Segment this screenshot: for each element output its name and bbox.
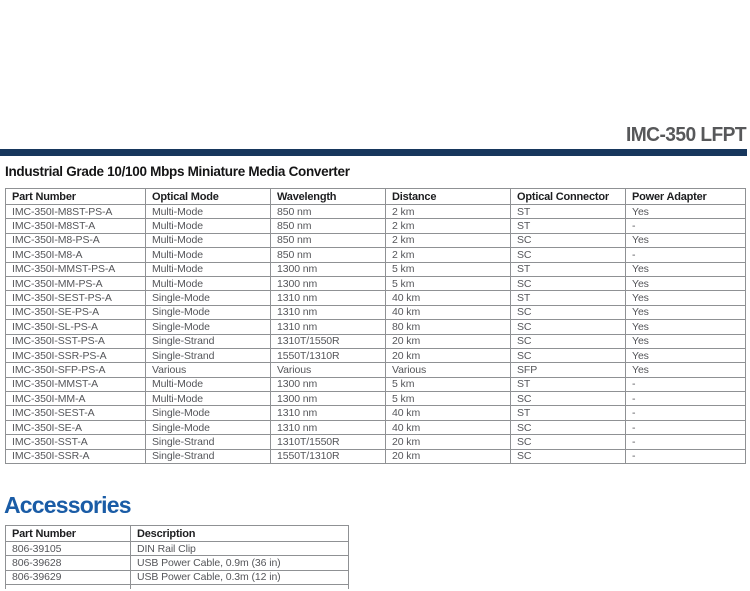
table-cell: 1300 nm xyxy=(271,276,386,290)
table-cell: IMC-350I-M8-A xyxy=(6,248,146,262)
table-cell: Yes xyxy=(626,262,746,276)
table-cell: Yes xyxy=(626,276,746,290)
table-row xyxy=(6,570,349,584)
table-cell: SC xyxy=(511,320,626,334)
table-cell: 5 km xyxy=(386,392,511,406)
table-cell: IMC-350I-SEST-A xyxy=(6,406,146,420)
table-cell: USB Power Cable, 0.3m (12 in) xyxy=(131,570,349,584)
table-cell: SC xyxy=(511,449,626,463)
table-cell: Multi-Mode xyxy=(146,377,271,391)
table-cell: Single-Mode xyxy=(146,320,271,334)
table-cell: 1550T/1310R xyxy=(271,348,386,362)
table-row xyxy=(6,276,746,290)
table-cell: SC xyxy=(511,248,626,262)
table-cell: 80 km xyxy=(386,320,511,334)
table-cell: SC xyxy=(511,420,626,434)
table-cell: Yes xyxy=(626,233,746,247)
table-cell: 1310T/1550R xyxy=(271,334,386,348)
table-cell: USB Power Cable, 0.9m (36 in) xyxy=(131,556,349,570)
column-header: Part Number xyxy=(6,189,146,205)
table-cell: Single-Strand xyxy=(146,348,271,362)
table-cell: Various xyxy=(386,363,511,377)
table-cell: DIN Rail Clip xyxy=(131,542,349,556)
table-cell: Multi-Mode xyxy=(146,262,271,276)
table-cell: Yes xyxy=(626,205,746,219)
table-cell: Yes xyxy=(626,320,746,334)
table-cell: IMC-350I-MMST-A xyxy=(6,377,146,391)
table-cell: IMC-350I-SE-PS-A xyxy=(6,305,146,319)
table-cell: 806-39105 xyxy=(6,542,131,556)
table-row xyxy=(6,233,746,247)
table-row xyxy=(6,435,746,449)
table-cell: - xyxy=(626,219,746,233)
table-cell: 20 km xyxy=(386,348,511,362)
table-cell: SC xyxy=(511,334,626,348)
table-cell: ST xyxy=(511,219,626,233)
table-cell: 1310 nm xyxy=(271,291,386,305)
table-cell: 1300 nm xyxy=(271,377,386,391)
table-cell: - xyxy=(626,449,746,463)
table-cell: ST xyxy=(511,291,626,305)
table-cell: - xyxy=(626,377,746,391)
table-row xyxy=(6,420,746,434)
table-cell: Multi-Mode xyxy=(146,276,271,290)
table-cell: - xyxy=(626,420,746,434)
table-cell: IMC-350I-SSR-PS-A xyxy=(6,348,146,362)
table-cell: 40 km xyxy=(386,305,511,319)
table-cell: IMC-350I-SST-PS-A xyxy=(6,334,146,348)
table-cell: SC xyxy=(511,348,626,362)
table-header-row xyxy=(6,189,746,205)
table-cell: Multi-Mode xyxy=(146,205,271,219)
table-cell: IMC-350I-SFP-PS-A xyxy=(6,363,146,377)
table-cell: 1310 nm xyxy=(271,406,386,420)
table-row xyxy=(6,542,349,556)
table-cell: 40 km xyxy=(386,420,511,434)
table-cell: Yes xyxy=(626,291,746,305)
column-header: Distance xyxy=(386,189,511,205)
table-cell: - xyxy=(626,248,746,262)
table-cell: Yes xyxy=(626,305,746,319)
table-cell: IMC-350I-M8-PS-A xyxy=(6,233,146,247)
table-cell: 40 km xyxy=(386,406,511,420)
table-row xyxy=(6,262,746,276)
table-cell: 1310T/1550R xyxy=(271,435,386,449)
table-cell: SC xyxy=(511,276,626,290)
accessories-heading: Accessories xyxy=(4,492,131,518)
table-cell: ST xyxy=(511,377,626,391)
table-cell: Single-Strand xyxy=(146,435,271,449)
table-cell: Single-Mode xyxy=(146,291,271,305)
table-cell: 2 km xyxy=(386,205,511,219)
table-row xyxy=(6,305,746,319)
table-row xyxy=(6,377,746,391)
products-table xyxy=(5,188,746,464)
table-cell: IMC-350I-SEST-PS-A xyxy=(6,291,146,305)
table-row xyxy=(6,248,746,262)
table-cell: IMC-350I-M8ST-A xyxy=(6,219,146,233)
table-cell: Single-Strand xyxy=(146,334,271,348)
brand-rule xyxy=(0,149,747,156)
table-cell: 5 km xyxy=(386,377,511,391)
column-header: Wavelength xyxy=(271,189,386,205)
table-cell: Yes xyxy=(626,363,746,377)
table-cell: SC xyxy=(511,233,626,247)
page-title: IMC-350 LFPT xyxy=(625,124,746,146)
table-row xyxy=(6,334,746,348)
table-cell: IMC-350I-MM-A xyxy=(6,392,146,406)
table-cell: Multi-Mode xyxy=(146,248,271,262)
table-header-row xyxy=(6,526,349,542)
table-cell: SC xyxy=(511,305,626,319)
table-cell: Single-Mode xyxy=(146,420,271,434)
table-cell: Single-Mode xyxy=(146,406,271,420)
table-cell: IMC-350I-SSR-A xyxy=(6,449,146,463)
table-row xyxy=(6,291,746,305)
table-row xyxy=(6,348,746,362)
table-row xyxy=(6,363,746,377)
table-cell: Multi-Mode xyxy=(146,392,271,406)
table-cell: - xyxy=(626,406,746,420)
table-cell: ST xyxy=(511,262,626,276)
column-header: Description xyxy=(131,526,349,542)
table-cell: 20 km xyxy=(386,449,511,463)
table-cell: 2 km xyxy=(386,248,511,262)
table-cell: Multi-Mode xyxy=(146,219,271,233)
table-row xyxy=(6,205,746,219)
table-row xyxy=(6,392,746,406)
table-cell: 850 nm xyxy=(271,233,386,247)
table-cell: - xyxy=(626,435,746,449)
table-cell: 5 km xyxy=(386,262,511,276)
table-cell: 2 km xyxy=(386,233,511,247)
clipped-next-row xyxy=(6,585,349,589)
table-cell: IMC-350I-MMST-PS-A xyxy=(6,262,146,276)
table-cell: 20 km xyxy=(386,435,511,449)
table-cell: - xyxy=(626,392,746,406)
table-row xyxy=(6,556,349,570)
table-cell: 1300 nm xyxy=(271,262,386,276)
table-cell: ST xyxy=(511,205,626,219)
table-cell: 20 km xyxy=(386,334,511,348)
table-row xyxy=(6,449,746,463)
table-cell: Various xyxy=(271,363,386,377)
column-header: Power Adapter xyxy=(626,189,746,205)
table-cell: 806-39628 xyxy=(6,556,131,570)
table-cell: SC xyxy=(511,435,626,449)
table-cell: SC xyxy=(511,392,626,406)
table-cell: 806-39629 xyxy=(6,570,131,584)
table-cell: ST xyxy=(511,406,626,420)
table-cell: 850 nm xyxy=(271,205,386,219)
table-cell: 850 nm xyxy=(271,248,386,262)
table-cell: 2 km xyxy=(386,219,511,233)
table-row xyxy=(6,406,746,420)
table-cell: IMC-350I-M8ST-PS-A xyxy=(6,205,146,219)
table-cell: IMC-350I-SST-A xyxy=(6,435,146,449)
column-header: Part Number xyxy=(6,526,131,542)
column-header: Optical Mode xyxy=(146,189,271,205)
table-cell: Yes xyxy=(626,334,746,348)
column-header: Optical Connector xyxy=(511,189,626,205)
table-row xyxy=(6,320,746,334)
table-cell: IMC-350I-MM-PS-A xyxy=(6,276,146,290)
table-cell: 850 nm xyxy=(271,219,386,233)
table-cell: IMC-350I-SL-PS-A xyxy=(6,320,146,334)
table-cell: 5 km xyxy=(386,276,511,290)
table-cell: Single-Mode xyxy=(146,305,271,319)
section-heading: Industrial Grade 10/100 Mbps Miniature Media Converter xyxy=(5,164,350,179)
table-cell: Multi-Mode xyxy=(146,233,271,247)
accessories-table xyxy=(5,525,349,589)
table-row xyxy=(6,219,746,233)
table-cell: 1550T/1310R xyxy=(271,449,386,463)
table-cell: 1310 nm xyxy=(271,320,386,334)
table-cell xyxy=(6,585,131,589)
table-cell: Yes xyxy=(626,348,746,362)
table-cell xyxy=(131,585,349,589)
table-cell: 40 km xyxy=(386,291,511,305)
table-cell: 1300 nm xyxy=(271,392,386,406)
table-cell: IMC-350I-SE-A xyxy=(6,420,146,434)
table-cell: Various xyxy=(146,363,271,377)
table-cell: SFP xyxy=(511,363,626,377)
table-cell: 1310 nm xyxy=(271,305,386,319)
table-cell: Single-Strand xyxy=(146,449,271,463)
table-cell: 1310 nm xyxy=(271,420,386,434)
